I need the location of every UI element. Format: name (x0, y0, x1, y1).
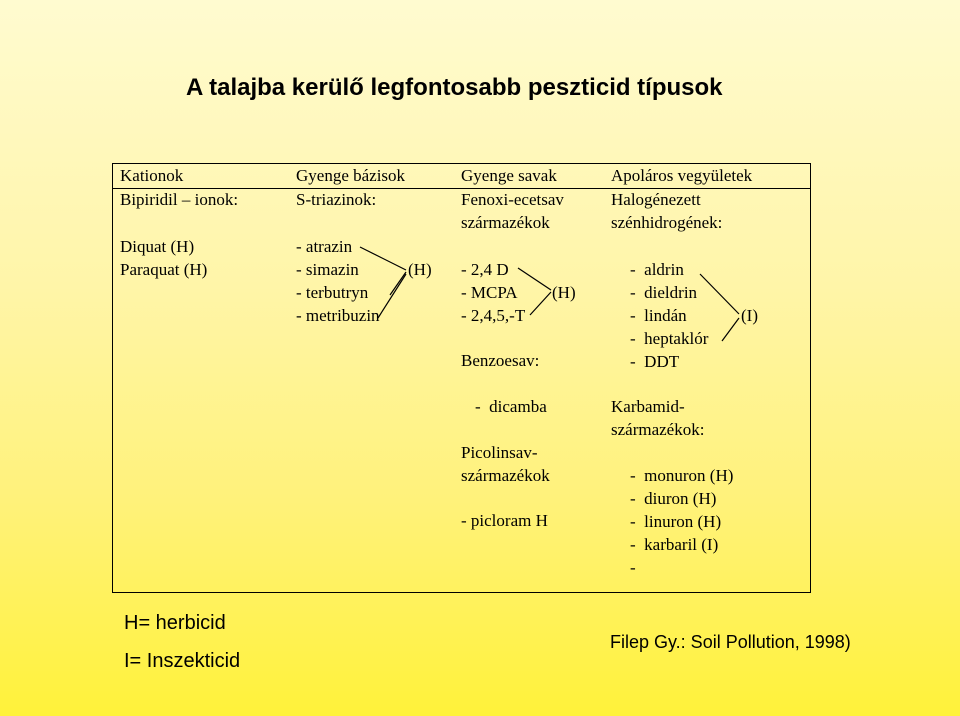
header-gyenge-bazisok: Gyenge bázisok (296, 166, 406, 185)
group-karbamid-2: származékok: (611, 420, 705, 439)
item-ddt: - DDT (630, 352, 680, 371)
item-trailing-dash: - (630, 558, 636, 577)
item-paraquat: Paraquat (H) (120, 260, 208, 279)
item-mcpa: - MCPA (461, 283, 518, 302)
group-fenoxi-1: Fenoxi-ecetsav (461, 190, 564, 209)
group-picolinsav-2: származékok (461, 466, 550, 485)
item-24d: - 2,4 D (461, 260, 509, 279)
item-diquat: Diquat (H) (120, 237, 195, 256)
item-picloram: - picloram H (461, 511, 548, 530)
item-linuron: - linuron (H) (630, 512, 722, 531)
herbicide-mark-triazin: (H) (408, 260, 432, 279)
item-simazin: - simazin (296, 260, 359, 279)
group-bipiridil: Bipiridil – ionok: (120, 190, 239, 209)
item-karbaril: - karbaril (I) (630, 535, 719, 554)
item-heptaklor: - heptaklór (630, 329, 709, 348)
header-gyenge-savak: Gyenge savak (461, 166, 557, 185)
bracket-24d (518, 268, 551, 290)
item-dicamba: - dicamba (475, 397, 547, 416)
legend-herbicid: H= herbicid (124, 612, 226, 634)
header-kationok: Kationok (120, 166, 184, 185)
item-monuron: - monuron (H) (630, 466, 734, 485)
page-title: A talajba kerülő legfontosabb peszticid típusok (186, 74, 723, 101)
item-terbutryn: - terbutryn (296, 283, 369, 302)
item-lindan: - lindán (630, 306, 687, 325)
source-credit: Filep Gy.: Soil Pollution, 1998) (610, 632, 851, 652)
bracket-atrazin (360, 247, 406, 270)
item-245t: - 2,4,5,-T (461, 306, 526, 325)
group-halogenezett-2: szénhidrogének: (611, 213, 723, 232)
item-diuron: - diuron (H) (630, 489, 717, 508)
group-benzoesav: Benzoesav: (461, 351, 540, 370)
item-dieldrin: - dieldrin (630, 283, 698, 302)
bracket-terbutryn (390, 272, 406, 295)
legend-inszekticid: I= Inszekticid (124, 650, 241, 672)
group-halogenezett-1: Halogénezett (611, 190, 701, 209)
bracket-aldrin (700, 274, 739, 314)
bracket-metribuzin (378, 274, 406, 318)
header-apolaros: Apoláros vegyületek (611, 166, 753, 185)
group-fenoxi-2: származékok (461, 213, 550, 232)
insecticide-mark-halogen: (I) (741, 306, 758, 325)
herbicide-mark-fenoxi: (H) (552, 283, 576, 302)
group-picolinsav-1: Picolinsav- (461, 443, 538, 462)
group-karbamid-1: Karbamid- (611, 397, 685, 416)
item-atrazin: - atrazin (296, 237, 353, 256)
item-aldrin: - aldrin (630, 260, 684, 279)
item-metribuzin: - metribuzin (296, 306, 380, 325)
group-s-triazinok: S-triazinok: (296, 190, 377, 209)
bracket-245t (530, 292, 551, 315)
bracket-heptaklor (722, 318, 739, 341)
